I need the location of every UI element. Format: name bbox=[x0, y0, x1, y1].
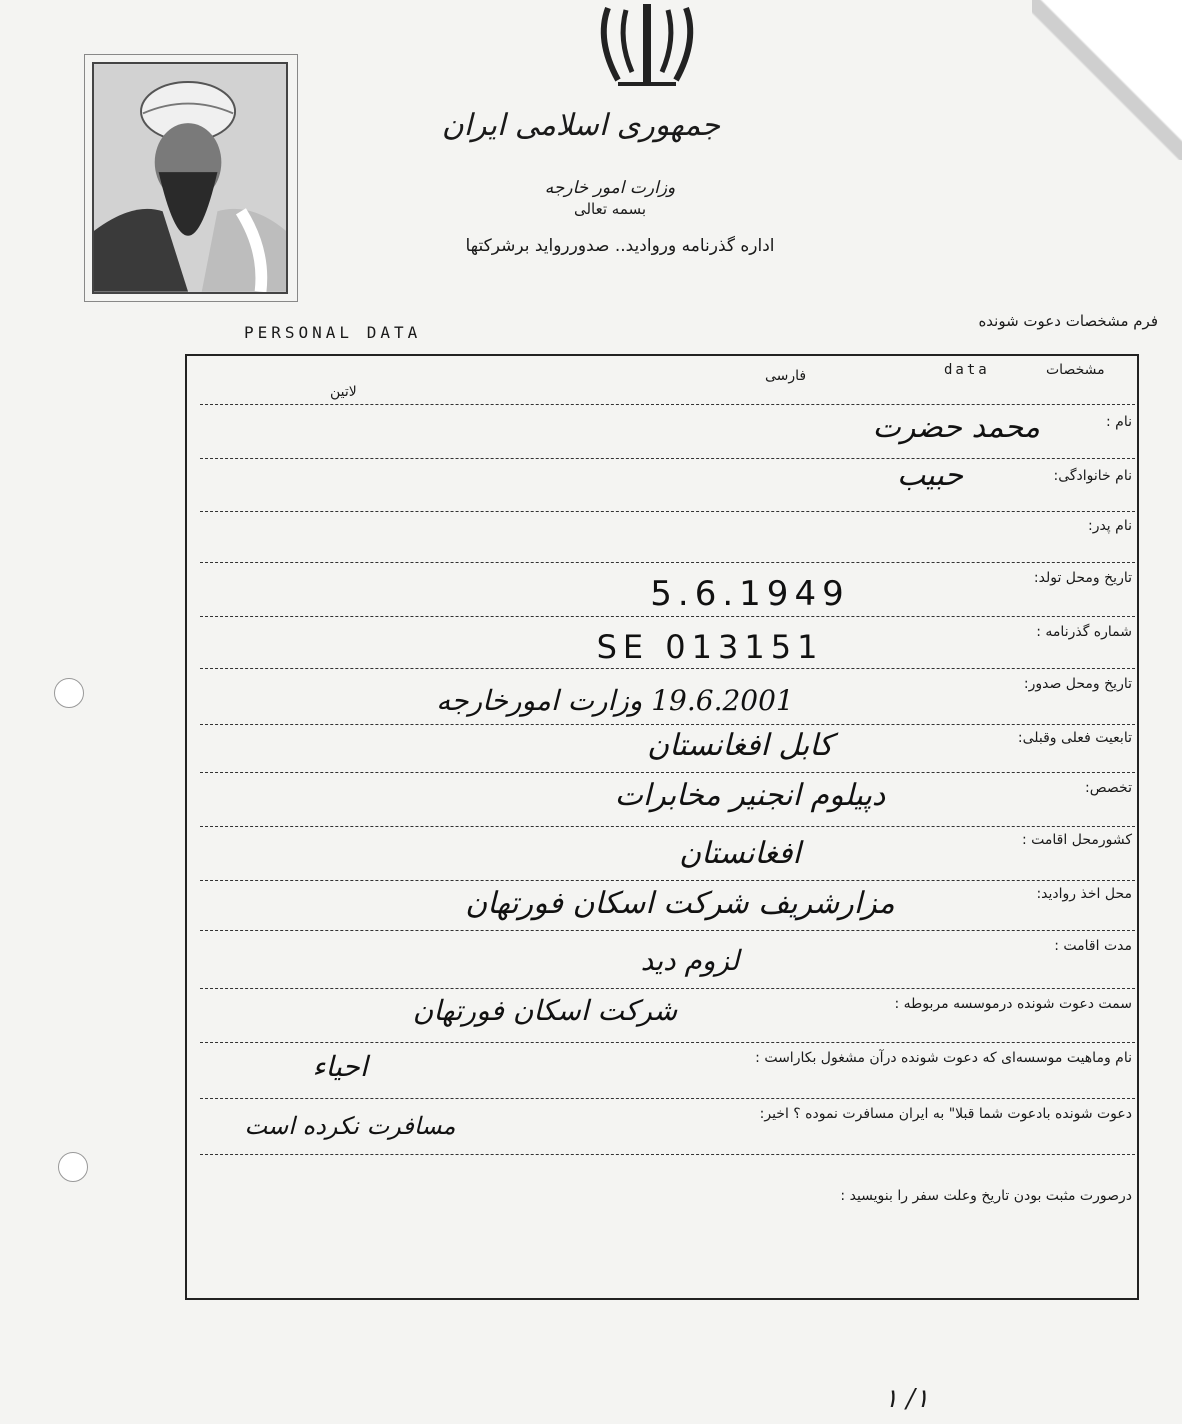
folded-corner bbox=[1032, 0, 1182, 160]
punch-hole bbox=[58, 1152, 88, 1182]
row-divider bbox=[200, 511, 1135, 512]
row-divider bbox=[200, 1042, 1135, 1043]
field-value-visa-place: مزارشریف شرکت اسکان فورتهان bbox=[465, 886, 895, 921]
row-divider bbox=[200, 616, 1135, 617]
field-value-institution: احیاء bbox=[312, 1050, 368, 1083]
field-value-birth: 5.6.1949 bbox=[650, 574, 850, 614]
personal-data-heading: PERSONAL DATA bbox=[244, 323, 422, 342]
republic-title: جمهوری اسلامی ایران bbox=[441, 108, 720, 143]
column-header-data: data bbox=[944, 362, 990, 378]
field-label-visa-place: محل اخذ روادید: bbox=[1036, 886, 1132, 902]
field-label-travel-details: درصورت مثبت بودن تاریخ وعلت سفر را بنویسید : bbox=[840, 1188, 1132, 1204]
field-label-position: سمت دعوت شونده درموسسه مربوطه : bbox=[894, 996, 1132, 1012]
department-title: اداره گذرنامه وروادید.. صدوررواید برشرکتها bbox=[465, 236, 775, 256]
field-label-father-name: نام پدر: bbox=[1087, 518, 1132, 534]
field-label-prior-travel: دعوت شونده بادعوت شما قبلا" به ایران مسافرت نموده ؟ اخیر: bbox=[759, 1106, 1132, 1122]
ministry-title: وزارت امور خارجه bbox=[544, 178, 676, 198]
iran-emblem-icon bbox=[588, 0, 706, 92]
row-divider bbox=[200, 930, 1135, 931]
field-value-nationality: کابل افغانستان bbox=[647, 728, 833, 763]
form-title: فرم مشخصات دعوت شونده bbox=[978, 312, 1158, 330]
punch-hole bbox=[54, 678, 84, 708]
page-mark: ١/ ١ bbox=[884, 1384, 929, 1414]
row-divider bbox=[200, 826, 1135, 827]
field-label-specialty: تخصص: bbox=[1085, 780, 1132, 796]
column-header-specs: مشخصات bbox=[1046, 362, 1105, 378]
row-divider bbox=[200, 1098, 1135, 1099]
field-value-position: شرکت اسکان فورتهان bbox=[412, 994, 678, 1027]
field-label-issue: تاریخ ومحل صدور: bbox=[1023, 676, 1132, 692]
field-value-prior-travel: مسافرت نکرده است bbox=[244, 1112, 456, 1140]
field-label-nationality: تابعیت فعلی وقبلی: bbox=[1017, 730, 1132, 746]
row-divider bbox=[200, 772, 1135, 773]
field-value-issue: 19.6.2001 وزارت امورخارجه bbox=[436, 684, 794, 717]
field-value-name: محمد حضرت bbox=[872, 410, 1040, 445]
field-value-surname: حبیب bbox=[896, 458, 964, 493]
field-value-specialty: دپیلوم انجنیر مخابرات bbox=[614, 778, 886, 813]
row-divider bbox=[200, 404, 1135, 405]
bismillah-text: بسمه تعالی bbox=[573, 200, 647, 218]
field-label-name: نام : bbox=[1106, 414, 1132, 430]
applicant-photo bbox=[92, 62, 288, 294]
field-label-surname: نام خانوادگی: bbox=[1053, 468, 1132, 484]
field-label-passport-number: شماره گذرنامه : bbox=[1036, 624, 1132, 640]
column-header-farsi: فارسی bbox=[765, 368, 807, 384]
column-header-latin: لاتین bbox=[330, 384, 357, 400]
field-value-residence-country: افغانستان bbox=[679, 836, 801, 871]
row-divider bbox=[200, 1154, 1135, 1155]
field-value-passport-number: SE 013151 bbox=[596, 628, 824, 666]
field-label-residence-country: کشورمحل اقامت : bbox=[1022, 832, 1132, 848]
field-label-birth: تاریخ ومحل تولد: bbox=[1033, 570, 1132, 586]
row-divider bbox=[200, 988, 1135, 989]
row-divider bbox=[200, 458, 1135, 459]
row-divider bbox=[200, 880, 1135, 881]
row-divider bbox=[200, 724, 1135, 725]
row-divider bbox=[200, 668, 1135, 669]
field-value-stay-duration: لزوم دید bbox=[640, 944, 740, 977]
field-label-stay-duration: مدت اقامت : bbox=[1054, 938, 1132, 954]
field-label-institution: نام وماهیت موسسه‌ای که دعوت شونده درآن مشغول بکاراست : bbox=[755, 1050, 1132, 1066]
form-table bbox=[185, 354, 1139, 1300]
row-divider bbox=[200, 562, 1135, 563]
